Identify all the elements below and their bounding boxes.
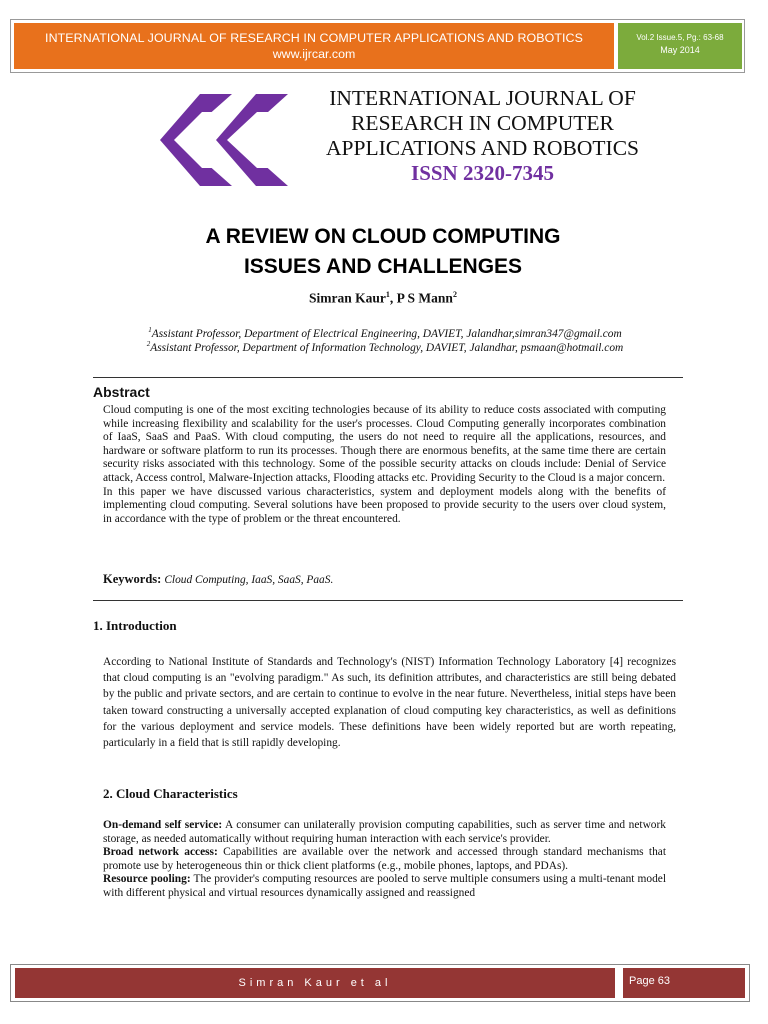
- affiliation-1-text: Assistant Professor, Department of Electrical Engineering, DAVIET, Jalandhar,simran347@gmail.com: [151, 327, 622, 340]
- journal-title-line3: APPLICATIONS AND ROBOTICS: [326, 136, 639, 160]
- abstract-body: [103, 404, 666, 526]
- abstract-heading: Abstract: [93, 384, 150, 400]
- authors: [200, 290, 566, 307]
- characteristic-item: [103, 873, 666, 900]
- paper-title-line2: ISSUES AND CHALLENGES: [243, 255, 523, 278]
- affiliation-2-text: Assistant Professor, Department of Information Technology, DAVIET, Jalandhar, psmaan@hotmail.com: [150, 341, 624, 354]
- characteristic-item: [103, 846, 666, 873]
- abstract-paragraph-1: Cloud computing is one of the most exciting technologies because of its ability to reduce costs associated with computing while increasing flexibility and scalability for the user's processes. Cloud Computing generally incorporates combination of IaaS, SaaS and PaaS. With cloud computing, the users do not need to require all the applications, resources, and hardware or software platform to run its processes. Though there are enormous benefits, at the same time there are certain security risks associated with this technology. Some of the possible security attacks on clouds include: Denial of Service attack, Access control, Malware-Injection attacks, Flooding attacks etc. Providing Security to the Cloud is a major concern.: [103, 404, 666, 484]
- characteristics-heading: 2. Cloud Characteristics: [103, 786, 238, 801]
- paper-title: [100, 222, 666, 282]
- keywords-label: Keywords:: [103, 572, 162, 586]
- journal-title-block: [300, 86, 665, 186]
- footer-author: Simran Kaur et al: [15, 968, 615, 998]
- journal-website: www.ijrcar.com: [272, 47, 356, 61]
- characteristic-text: A consumer can unilaterally provision computing capabilities, such as server time and network storage, as needed automatically without requiring human interaction with each service's provider.: [103, 819, 666, 845]
- divider-bottom: [93, 600, 683, 601]
- issue-box: [618, 23, 742, 69]
- double-chevron-logo-icon: [160, 92, 295, 188]
- author-2: P S Mann: [396, 290, 453, 306]
- author-1-sup: 1: [385, 290, 390, 299]
- keywords: [103, 572, 333, 587]
- author-2-sup: 2: [452, 290, 457, 299]
- intro-heading: 1. Introduction: [93, 618, 177, 633]
- abstract-paragraph-2: In this paper we have discussed various characteristics, system and deployment models along with the benefits of implementing cloud computing. Several solutions have been proposed to provide security to the users over cloud system, in accordance with the type of problem or the threat encountered.: [103, 485, 666, 525]
- keywords-text: Cloud Computing, IaaS, SaaS, PaaS.: [164, 574, 334, 586]
- intro-body: According to National Institute of Standards and Technology's (NIST) Information Technology Laboratory [4] recognizes that cloud computing is an "evolving paradigm." As such, its definition attributes, and characteristics are still being debated by the public and private sectors, and are certain to continue to evolve in the near future. Nevertheless, initial steps have been taken toward constructing a universally accepted explanation of cloud computing key characteristics, as well as definitions for the various deployment and service models. These definitions have been widely reported but are worth repeating, particularly in a field that is still rapidly developing.: [103, 656, 676, 750]
- issue-date: May 2014: [660, 45, 700, 55]
- page-number: Page 63: [620, 968, 745, 998]
- paper-title-line1: A REVIEW ON CLOUD COMPUTING: [205, 225, 561, 248]
- characteristics-body: [103, 819, 666, 901]
- divider-top: [93, 377, 683, 378]
- characteristic-term: Resource pooling:: [103, 873, 191, 886]
- characteristic-term: Broad network access:: [103, 846, 218, 859]
- characteristic-item: [103, 819, 666, 846]
- author-separator: ,: [389, 290, 397, 306]
- characteristic-term: On-demand self service:: [103, 819, 223, 831]
- affiliation-2: [60, 340, 710, 354]
- issn: ISSN 2320-7345: [411, 161, 554, 185]
- journal-title-line1: INTERNATIONAL JOURNAL OF: [329, 86, 636, 110]
- characteristic-text: The provider's computing resources are pooled to serve multiple consumers using a multi-tenant model with different physical and virtual resources dynamically assigned and reassigned: [103, 873, 666, 899]
- journal-banner-title: INTERNATIONAL JOURNAL OF RESEARCH IN COMPUTER APPLICATIONS AND ROBOTICS: [45, 31, 583, 45]
- affiliation-2-sup: 2: [146, 340, 151, 348]
- journal-banner: [14, 23, 614, 69]
- characteristic-text: Capabilities are available over the network and accessed through standard mechanisms that promote use by heterogeneous thin or thick client platforms (e.g., mobile phones, laptops, and PDAs).: [103, 846, 666, 872]
- author-1: Simran Kaur: [309, 290, 386, 306]
- volume-info: Vol.2 Issue.5, Pg.: 63-68: [636, 33, 724, 42]
- affiliation-1-sup: 1: [148, 326, 152, 334]
- affiliation-1: [60, 326, 710, 340]
- journal-title-line2: RESEARCH IN COMPUTER: [351, 111, 614, 135]
